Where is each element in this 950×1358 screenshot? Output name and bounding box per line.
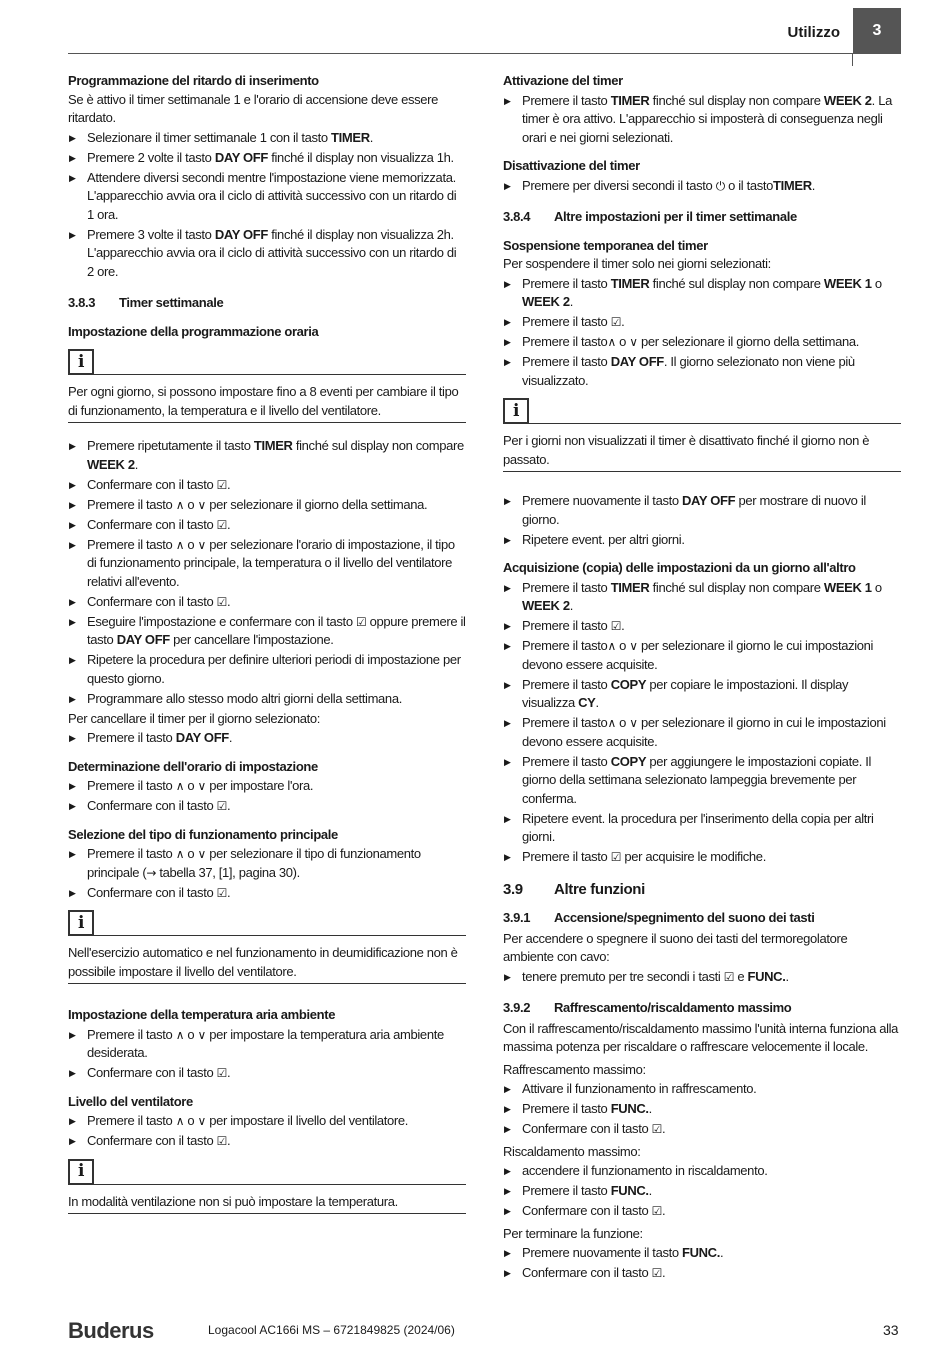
arrow-right-icon: → xyxy=(146,865,157,880)
right-column xyxy=(503,72,901,1284)
info-icon: i xyxy=(68,1159,94,1185)
document-reference: Logacool AC166i MS – 6721849825 (2024/06) xyxy=(208,1323,455,1337)
ritardo-steps xyxy=(68,129,466,282)
heading-ventilatore: Livello del ventilatore xyxy=(68,1093,193,1109)
check-icon: ☑ xyxy=(610,619,622,633)
list-item: ▶ Confermare con il tasto ☑. xyxy=(503,1202,901,1221)
check-icon: ☑ xyxy=(610,850,622,864)
max-intro: Con il raffrescamento/riscaldamento massimo l'unità interna funziona alla massima potenza per riscaldare o raffrescare velocemente il locale. xyxy=(503,1020,899,1054)
list-item: ▶ Premere il tasto ∧ o ∨ per selezionare il giorno della settimana. xyxy=(68,496,466,515)
suono-intro: Per accendere o spegnere il suono dei tasti del termoregolatore ambiente con cavo: xyxy=(503,930,848,964)
list-item: ▶ Ripetere la procedura per definire ulteriori periodi di impostazione per questo giorno. xyxy=(68,651,466,688)
heading-programmazione: Impostazione della programmazione oraria xyxy=(68,323,319,339)
section-3-9-1: 3.9.1 Accensione/spegnimento del suono dei tasti xyxy=(503,910,815,925)
list-item: ▶ Premere il tasto TIMER finché sul display non compare WEEK 2. La timer è ora attivo. L'apparecchio si imposterà di conseguenza negli orari e nei giorni selezionati. xyxy=(503,92,901,148)
list-item: ▶ Ripetere event. per altri giorni. xyxy=(503,531,901,550)
list-item: ▶ Premere nuovamente il tasto DAY OFF per mostrare di nuovo il giorno. xyxy=(503,492,901,529)
list-item: ▶ Confermare con il tasto ☑. xyxy=(68,884,466,903)
info-icon: i xyxy=(503,398,529,424)
list-item: ▶ Premere il tasto ∧ o ∨ per impostare la temperatura aria ambiente desiderata. xyxy=(68,1026,466,1063)
heading-disattivazione: Disattivazione del timer xyxy=(503,158,640,173)
list-item: ▶ Premere il tasto ☑. xyxy=(503,313,901,332)
list-item: ▶ Eseguire l'impostazione e confermare con il tasto ☑ oppure premere il tasto DAY OFF per cancellare l'impostazione. xyxy=(68,613,466,650)
list-item: ▶ Premere ripetutamente il tasto TIMER finché sul display non compare WEEK 2. xyxy=(68,437,466,474)
list-item: ▶ Premere 3 volte il tasto DAY OFF finché il display non visualizza 2h. L'apparecchio avvia ora il ciclo di attività successivo con un ritardo di 2 ore. xyxy=(68,226,466,282)
check-icon: ☑ xyxy=(216,799,228,813)
header-section-title: Utilizzo xyxy=(787,24,840,41)
list-item: ▶ Premere il tasto∧ o ∨ per selezionare il giorno della settimana. xyxy=(503,333,901,352)
down-icon: ∨ xyxy=(629,716,638,730)
check-icon: ☑ xyxy=(216,885,228,900)
info-icon: i xyxy=(68,910,94,936)
list-item: ▶ Programmare allo stesso modo altri giorni della settimana. xyxy=(68,690,466,709)
term-label: Per terminare la funzione: xyxy=(503,1225,643,1241)
check-icon: ☑ xyxy=(216,1134,228,1148)
power-icon: ⏻ xyxy=(715,178,725,193)
down-icon: ∨ xyxy=(197,847,206,861)
down-icon: ∨ xyxy=(197,779,206,793)
section-3-9-2: 3.9.2 Raffrescamento/riscaldamento massimo xyxy=(503,1000,792,1015)
section-3-9: 3.9 Altre funzioni xyxy=(503,880,645,898)
list-item: ▶ Premere il tasto ∧ o ∨ per selezionare il tipo di funzionamento principale (→ tabella 37, [1], pagina 30). xyxy=(68,845,466,882)
page-number: 33 xyxy=(883,1322,899,1338)
programmazione-steps xyxy=(68,437,466,708)
section-3-8-3: 3.8.3 Timer settimanale xyxy=(68,295,224,310)
list-item: ▶ Selezionare il timer settimanale 1 con il tasto TIMER. xyxy=(68,129,466,148)
list-item: ▶ Premere il tasto DAY OFF. xyxy=(68,729,466,748)
list-item: ▶ Premere il tasto∧ o ∨ per selezionare il giorno in cui le impostazioni devono essere acquisite. xyxy=(503,714,901,751)
list-item: ▶ Confermare con il tasto ☑. xyxy=(68,476,466,495)
check-icon: ☑ xyxy=(216,477,228,492)
list-item: ▶ accendere il funzionamento in riscaldamento. xyxy=(503,1162,901,1181)
raff-label: Raffrescamento massimo: xyxy=(503,1061,646,1077)
check-icon: ☑ xyxy=(651,1122,663,1136)
list-item: ▶ Premere il tasto COPY per aggiungere le impostazioni copiate. Il giorno della settimana selezionato lampeggia brevemente per conferma. xyxy=(503,753,901,809)
list-item: ▶ Premere il tasto TIMER finché sul display non compare WEEK 1 o WEEK 2. xyxy=(503,275,901,312)
list-item: ▶ Premere il tasto ☑. xyxy=(503,617,901,636)
risc-label: Riscaldamento massimo: xyxy=(503,1143,641,1159)
section-3-8-4: 3.8.4 Altre impostazioni per il timer settimanale xyxy=(503,209,797,224)
list-item: ▶ tenere premuto per tre secondi i tasti ☑ e FUNC.. xyxy=(503,968,901,987)
list-item: ▶ Premere il tasto ∧ o ∨ per impostare l'ora. xyxy=(68,777,466,796)
heading-attivazione: Attivazione del timer xyxy=(503,73,623,88)
info-note: i In modalità ventilazione non si può impostare la temperatura. xyxy=(68,1159,466,1215)
list-item: ▶ Premere il tasto ☑ per acquisire le modifiche. xyxy=(503,848,901,867)
list-item: ▶ Confermare con il tasto ☑. xyxy=(68,797,466,816)
up-icon: ∧ xyxy=(175,1114,185,1128)
info-note: i Per ogni giorno, si possono impostare fino a 8 eventi per cambiare il tipo di funzionamento, la temperatura e il livello del ventilatore. xyxy=(68,349,466,423)
down-icon: ∨ xyxy=(197,1027,206,1042)
header-rule xyxy=(68,53,900,54)
heading-sospensione: Sospensione temporanea del timer xyxy=(503,237,708,253)
cancel-intro: Per cancellare il timer per il giorno selezionato: xyxy=(68,710,321,726)
up-icon: ∧ xyxy=(175,847,185,861)
check-icon: ☑ xyxy=(355,614,367,629)
info-icon: i xyxy=(68,349,94,375)
sospensione-intro: Per sospendere il timer solo nei giorni selezionati: xyxy=(503,256,771,271)
up-icon: ∧ xyxy=(175,1027,185,1042)
list-item: ▶ Ripetere event. la procedura per l'inserimento della copia per altri giorni. xyxy=(503,810,901,847)
list-item: ▶ Confermare con il tasto ☑. xyxy=(503,1264,901,1283)
check-icon: ☑ xyxy=(216,1066,228,1080)
heading-ritardo: Programmazione del ritardo di inserimento xyxy=(68,73,319,88)
heading-copia: Acquisizione (copia) delle impostazioni da un giorno all'altro xyxy=(503,560,856,575)
list-item: ▶ Premere il tasto TIMER finché sul display non compare WEEK 1 o WEEK 2. xyxy=(503,579,901,616)
list-item: ▶ Premere 2 volte il tasto DAY OFF finché il display non visualizza 1h. xyxy=(68,149,466,168)
check-icon: ☑ xyxy=(216,594,228,609)
list-item: ▶ Premere il tasto ∧ o ∨ per selezionare l'orario di impostazione, il tipo di funzionamento principale, la temperatura o il livello del ventilatore relativi all'evento. xyxy=(68,536,466,592)
list-item: ▶ Premere il tasto FUNC.. xyxy=(503,1100,901,1119)
down-icon: ∨ xyxy=(197,497,206,512)
check-key-icon: ☑ xyxy=(723,969,735,984)
down-icon: ∨ xyxy=(197,1114,206,1128)
heading-orario: Determinazione dell'orario di impostazione xyxy=(68,758,318,774)
list-item: ▶ Premere nuovamente il tasto FUNC.. xyxy=(503,1244,901,1263)
info-note: i Nell'esercizio automatico e nel funzionamento in deumidificazione non è possibile impostare il livello del ventilatore. xyxy=(68,910,466,984)
up-icon: ∧ xyxy=(607,716,616,730)
check-icon: ☑ xyxy=(216,517,228,532)
info-note: i Per i giorni non visualizzati il timer è disattivato finché il giorno non è passato. xyxy=(503,398,901,472)
header-tick xyxy=(852,54,853,66)
heading-temperatura: Impostazione della temperatura aria ambiente xyxy=(68,1007,336,1022)
list-item: ▶ Confermare con il tasto ☑. xyxy=(68,593,466,612)
list-item: ▶ Confermare con il tasto ☑. xyxy=(68,1064,466,1083)
down-icon: ∨ xyxy=(197,537,206,552)
list-item: ▶ Confermare con il tasto ☑. xyxy=(503,1120,901,1139)
list-item: ▶ Premere il tasto∧ o ∨ per selezionare il giorno le cui impostazioni devono essere acquisite. xyxy=(503,637,901,674)
heading-tipo: Selezione del tipo di funzionamento principale xyxy=(68,826,338,842)
list-item: ▶ Attendere diversi secondi mentre l'impostazione viene memorizzata. L'apparecchio avvia ora il ciclo di attività successivo con un ritardo di 1 ora. xyxy=(68,169,466,225)
list-item: ▶ Premere per diversi secondi il tasto ⏻ o il tastoTIMER. xyxy=(503,177,901,196)
list-item: ▶ Premere il tasto DAY OFF. Il giorno selezionato non viene più visualizzato. xyxy=(503,353,901,390)
chapter-tab: 3 xyxy=(853,8,901,54)
left-column xyxy=(68,72,466,1228)
list-item: ▶ Premere il tasto COPY per copiare le impostazioni. Il display visualizza CY. xyxy=(503,676,901,713)
check-icon: ☑ xyxy=(610,315,622,329)
check-icon: ☑ xyxy=(651,1204,663,1218)
list-item: ▶ Attivare il funzionamento in raffrescamento. xyxy=(503,1080,901,1099)
down-icon: ∨ xyxy=(629,639,638,653)
down-icon: ∨ xyxy=(629,335,638,349)
ritardo-intro: Se è attivo il timer settimanale 1 e l'orario di accensione deve essere ritardato. xyxy=(68,91,439,125)
check-icon: ☑ xyxy=(651,1266,663,1280)
up-icon: ∧ xyxy=(175,537,185,552)
up-icon: ∧ xyxy=(607,639,616,653)
up-icon: ∧ xyxy=(175,497,185,512)
list-item: ▶ Confermare con il tasto ☑. xyxy=(68,516,466,535)
list-item: ▶ Premere il tasto FUNC.. xyxy=(503,1182,901,1201)
list-item: ▶ Confermare con il tasto ☑. xyxy=(68,1132,466,1151)
buderus-logo: Buderus xyxy=(68,1318,154,1343)
up-icon: ∧ xyxy=(607,335,616,349)
list-item: ▶ Premere il tasto ∧ o ∨ per impostare il livello del ventilatore. xyxy=(68,1112,466,1131)
up-icon: ∧ xyxy=(175,779,185,793)
